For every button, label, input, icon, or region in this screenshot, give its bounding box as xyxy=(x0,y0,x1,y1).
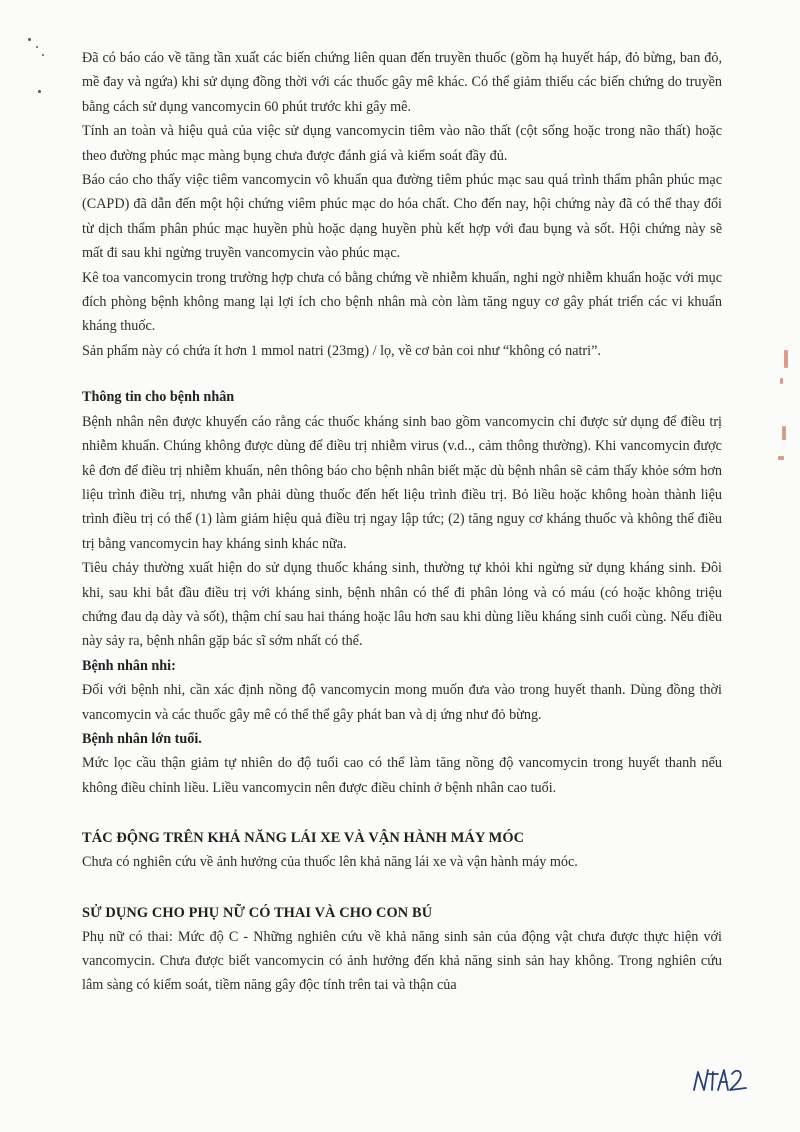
heading-patient-info: Thông tin cho bệnh nhân xyxy=(82,389,235,406)
paragraph-pediatric: Đối với bệnh nhi, cần xác định nồng độ vancomycin mong muốn đưa vào trong huyết thanh. Dùng đồng thời vancomycin và các thuốc gây mê có thể thể gây phát ban và dị ứng như đỏ bừng. xyxy=(82,682,722,723)
handwritten-signature xyxy=(690,1060,750,1100)
paragraph-capd-peritonitis: Báo cáo cho thấy việc tiêm vancomycin vô khuẩn qua đường tiêm phúc mạc sau quá trình thẩm phân phúc mạc (CAPD) đã dẫn đến một hội chứng viêm phúc mạc do hóa chất. Cho đến nay, hội chứng này đã có thể thay đổi từ dịch thẩm phân phúc mạc huyền phù hoặc dạng huyền phù kết hợp với đau bụng và sốt. Hội chứng này sẽ mất đi sau khi ngừng truyền vancomycin vào phúc mạc. xyxy=(82,172,722,262)
paragraph-intraventricular-safety: Tính an toàn và hiệu quả của việc sử dụng vancomycin tiêm vào não thất (cột sống hoặc trong não thất) hoặc theo đường phúc mạc màng bụng chưa được đánh giá và kiểm soát đầy đủ. xyxy=(82,123,722,164)
paragraph-patient-diarrhea: Tiêu chảy thường xuất hiện do sử dụng thuốc kháng sinh, thường tự khỏi khi ngừng sử dụng kháng sinh. Đôi khi, sau khi bắt đầu điều trị với kháng sinh, bệnh nhân có thể đi phân lỏng và có máu (có hoặc không triệu chứng đau dạ dày và sốt), thậm chí sau hai tháng hoặc lâu hơn sau khi dùng liều kháng sinh cuối cùng. Nếu điều này sảy ra, bệnh nhân gặp bác sĩ sớm nhất có thể. xyxy=(82,560,722,650)
section-title-pregnancy: SỬ DỤNG CHO PHỤ NỮ CÓ THAI VÀ CHO CON BÚ xyxy=(82,904,433,921)
scan-edge-mark xyxy=(784,350,788,368)
scan-edge-mark xyxy=(780,378,783,384)
paragraph-pregnancy: Phụ nữ có thai: Mức độ C - Những nghiên cứu về khả năng sinh sản của động vật chưa được thực hiện với vancomycin. Chưa được biết vancomycin có ảnh hưởng đến khả năng sinh sản hay không. Trong nghiên cứu lâm sàng có kiểm soát, tiềm năng gây độc tính trên tai và thận của xyxy=(82,928,722,994)
paragraph-driving: Chưa có nghiên cứu về ảnh hưởng của thuốc lên khả năng lái xe và vận hành máy móc. xyxy=(82,854,578,871)
paragraph-sodium-content: Sản phẩm này có chứa ít hơn 1 mmol natri (23mg) / lọ, về cơ bản coi như “không có natri”. xyxy=(82,342,601,359)
heading-pediatric: Bệnh nhân nhi: xyxy=(82,657,176,674)
scan-speck xyxy=(42,54,44,56)
paragraph-patient-antibiotics: Bệnh nhân nên được khuyến cáo rằng các thuốc kháng sinh bao gồm vancomycin chỉ được sử dụng để điều trị nhiễm khuẩn. Chúng không được dùng để điều trị nhiễm virus (v.d.., cảm thông thường). Khi vancomycin được kê đơn để điều trị nhiễm khuẩn, nên thông báo cho bệnh nhân biết mặc dù bệnh nhân sẽ cảm thấy khỏe sớm hơn liệu trình điều trị, nhưng vẫn phải dùng thuốc đến hết liệu trình điều trị. Bỏ liều hoặc không hoàn thành liệu trình điều trị có thể (1) làm giảm hiệu quả điều trị ngay lập tức; (2) tăng nguy cơ kháng thuốc và không thể điều trị bằng vancomycin hay kháng sinh khác nữa. xyxy=(82,413,722,552)
scan-speck xyxy=(36,46,38,48)
paragraph-infusion-reactions: Đã có báo cáo về tăng tần xuất các biến chứng liên quan đến truyền thuốc (gồm hạ huyết háp, đỏ bừng, ban đỏ, mề đay và ngứa) khi sử dụng đồng thời với các thuốc gây mê khác. Có thể giảm thiểu các biến chứng do truyền bằng cách sử dụng vancomycin 60 phút trước khi gây mê. xyxy=(82,50,722,115)
scan-edge-mark xyxy=(782,426,786,440)
scan-speck xyxy=(38,90,41,93)
scan-speck xyxy=(28,38,31,41)
paragraph-prescribing-resistance: Kê toa vancomycin trong trường hợp chưa có bằng chứng về nhiễm khuẩn, nghi ngờ nhiễm khuẩn hoặc với mục đích phòng bệnh không mang lại lợi ích cho bệnh nhân mà còn làm tăng nguy cơ gây phát triển các vi khuẩn kháng thuốc. xyxy=(82,269,722,335)
scan-edge-mark xyxy=(778,456,784,460)
document-page xyxy=(82,46,722,998)
section-title-driving: TÁC ĐỘNG TRÊN KHẢ NĂNG LÁI XE VÀ VẬN HÀNH MÁY MÓC xyxy=(82,830,525,847)
heading-elderly: Bệnh nhân lớn tuổi. xyxy=(82,730,202,747)
paragraph-elderly: Mức lọc cầu thận giảm tự nhiên do độ tuổi cao có thể làm tăng nồng độ vancomycin trong huyết thanh nếu không điều chỉnh liều. Liều vancomycin nên được điều chỉnh ở bệnh nhân cao tuổi. xyxy=(82,755,722,796)
